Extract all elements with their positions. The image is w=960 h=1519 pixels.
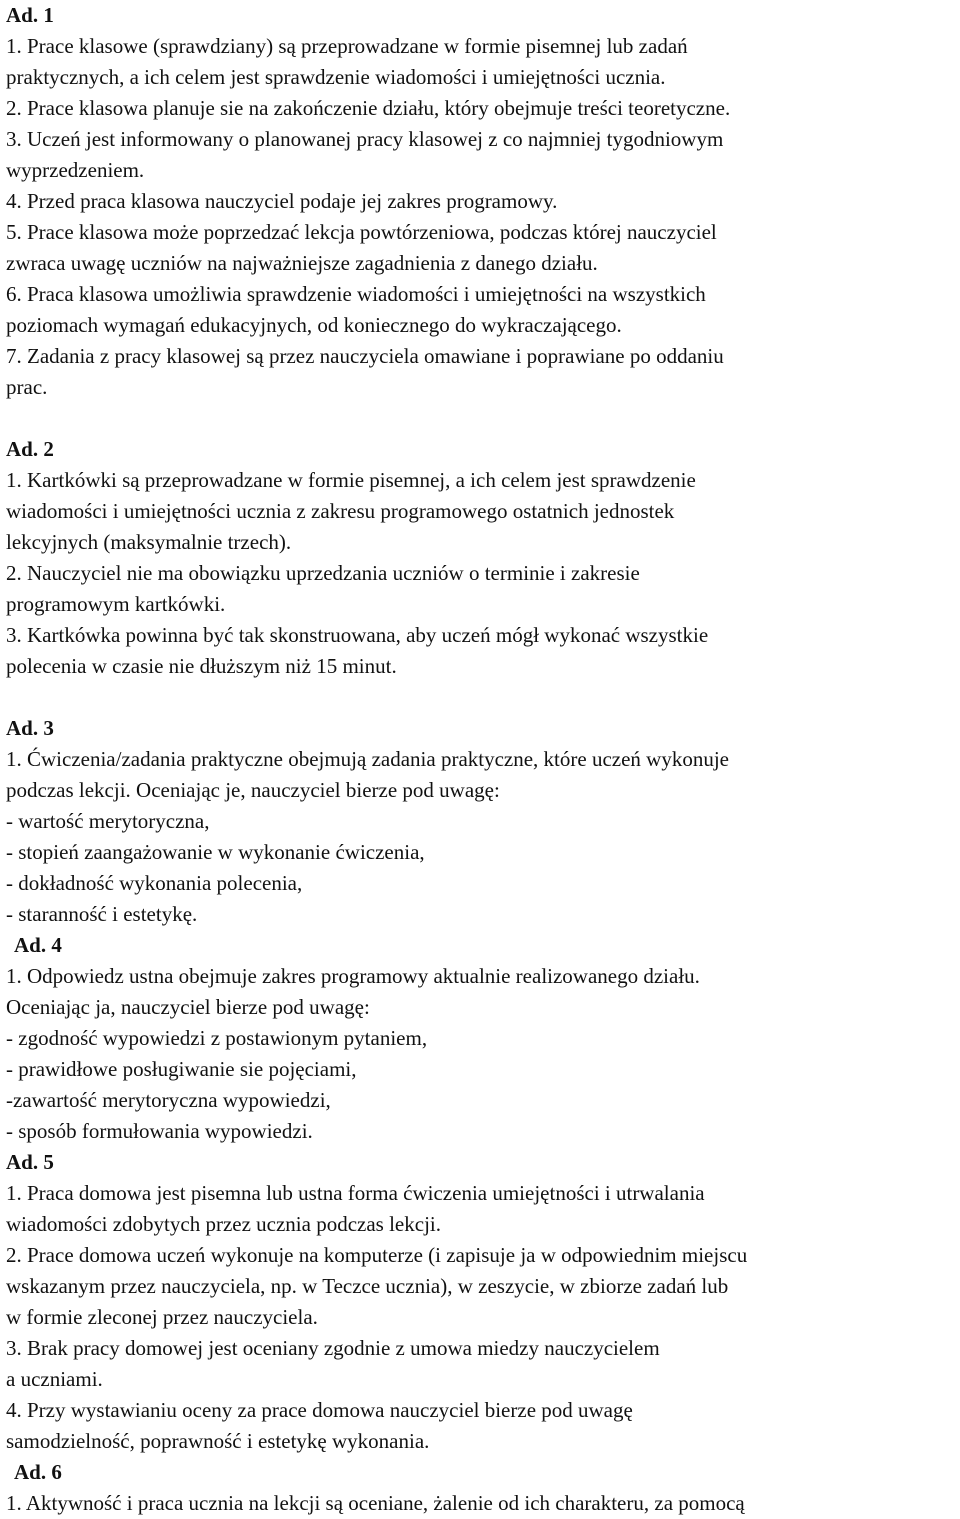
text-line: podczas lekcji. Oceniając je, nauczyciel bierze pod uwagę: — [6, 778, 500, 802]
text-line: a uczniami. — [6, 1367, 103, 1391]
section-heading-ad3: Ad. 3 — [6, 716, 54, 740]
text-line: wiadomości zdobytych przez ucznia podczas lekcji. — [6, 1212, 441, 1236]
text-line: 1. Odpowiedz ustna obejmuje zakres programowy aktualnie realizowanego działu. — [6, 964, 700, 988]
list-item: - zgodność wypowiedzi z postawionym pytaniem, — [6, 1026, 428, 1050]
section-heading-ad2: Ad. 2 — [6, 437, 54, 461]
spacer — [6, 403, 960, 434]
spacer — [6, 682, 960, 713]
text-line: 1. Ćwiczenia/zadania praktyczne obejmują zadania praktyczne, które uczeń wykonuje — [6, 747, 729, 771]
text-line: prac. — [6, 375, 48, 399]
text-line: polecenia w czasie nie dłuższym niż 15 minut. — [6, 654, 397, 678]
text-line: lekcyjnych (maksymalnie trzech). — [6, 530, 292, 554]
text-line: praktycznych, a ich celem jest sprawdzenie wiadomości i umiejętności ucznia. — [6, 65, 666, 89]
list-item: - prawidłowe posługiwanie sie pojęciami, — [6, 1057, 357, 1081]
text-line: 1. Praca domowa jest pisemna lub ustna forma ćwiczenia umiejętności i utrwalania — [6, 1181, 705, 1205]
text-line: wyprzedzeniem. — [6, 158, 145, 182]
text-line: 3. Brak pracy domowej jest oceniany zgodnie z umowa miedzy nauczycielem — [6, 1336, 660, 1360]
list-item: - sposób formułowania wypowiedzi. — [6, 1119, 313, 1143]
text-line: zwraca uwagę uczniów na najważniejsze zagadnienia z danego działu. — [6, 251, 598, 275]
text-line: poziomach wymagań edukacyjnych, od koniecznego do wykraczającego. — [6, 313, 622, 337]
text-line: 2. Nauczyciel nie ma obowiązku uprzedzania uczniów o terminie i zakresie — [6, 561, 640, 585]
text-line: Oceniając ja, nauczyciel bierze pod uwagę: — [6, 995, 370, 1019]
text-line: 1. Prace klasowe (sprawdziany) są przeprowadzane w formie pisemnej lub zadań — [6, 34, 688, 58]
text-line: 6. Praca klasowa umożliwia sprawdzenie wiadomości i umiejętności na wszystkich — [6, 282, 706, 306]
text-line: 5. Prace klasowa może poprzedzać lekcja powtórzeniowa, podczas której nauczyciel — [6, 220, 717, 244]
section-heading-ad6: Ad. 6 — [14, 1460, 62, 1484]
list-item: - staranność i estetykę. — [6, 902, 198, 926]
list-item: - dokładność wykonania polecenia, — [6, 871, 303, 895]
text-line: 1. Aktywność i praca ucznia na lekcji są oceniane, żalenie od ich charakteru, za pomocą — [6, 1491, 745, 1515]
list-item: - stopień zaangażowanie w wykonanie ćwiczenia, — [6, 840, 425, 864]
section-heading-ad5: Ad. 5 — [6, 1150, 54, 1174]
list-item: -zawartość merytoryczna wypowiedzi, — [6, 1088, 331, 1112]
text-line: 4. Przed praca klasowa nauczyciel podaje jej zakres programowy. — [6, 189, 558, 213]
list-item: - wartość merytoryczna, — [6, 809, 210, 833]
text-line: 1. Kartkówki są przeprowadzane w formie pisemnej, a ich celem jest sprawdzenie — [6, 468, 696, 492]
text-line: samodzielność, poprawność i estetykę wykonania. — [6, 1429, 430, 1453]
text-line: 3. Kartkówka powinna być tak skonstruowana, aby uczeń mógł wykonać wszystkie — [6, 623, 709, 647]
text-line: wiadomości i umiejętności ucznia z zakresu programowego ostatnich jednostek — [6, 499, 675, 523]
text-line: 4. Przy wystawianiu oceny za prace domowa nauczyciel bierze pod uwagę — [6, 1398, 633, 1422]
section-heading-ad4: Ad. 4 — [14, 933, 62, 957]
text-line: 2. Prace domowa uczeń wykonuje na komputerze (i zapisuje ja w odpowiednim miejscu — [6, 1243, 748, 1267]
text-line: programowym kartkówki. — [6, 592, 226, 616]
text-line: 7. Zadania z pracy klasowej są przez nauczyciela omawiane i poprawiane po oddaniu — [6, 344, 724, 368]
text-line: w formie zleconej przez nauczyciela. — [6, 1305, 318, 1329]
text-line: 3. Uczeń jest informowany o planowanej pracy klasowej z co najmniej tygodniowym — [6, 127, 724, 151]
section-heading-ad1: Ad. 1 — [6, 3, 54, 27]
text-line: 2. Prace klasowa planuje sie na zakończenie działu, który obejmuje treści teoretyczne. — [6, 96, 731, 120]
text-line: wskazanym przez nauczyciela, np. w Teczce ucznia), w zeszycie, w zbiorze zadań lub — [6, 1274, 729, 1298]
